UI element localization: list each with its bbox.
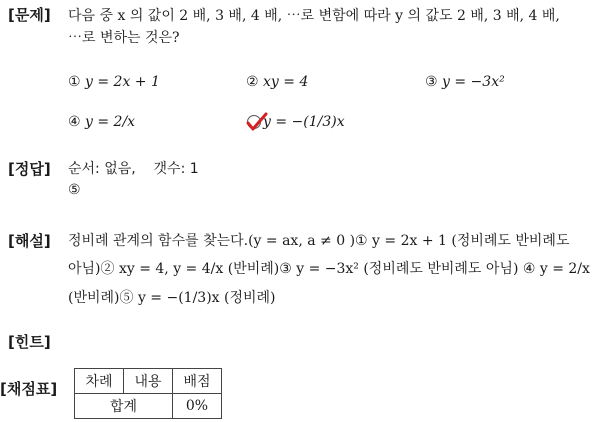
- total-value: 0%: [173, 394, 222, 419]
- option-3-number: ③: [425, 74, 438, 90]
- option-2-text: xy = 4: [263, 74, 309, 90]
- option-2[interactable]: [246, 74, 308, 90]
- answer-meta: [68, 158, 199, 178]
- option-1-text: y = 2x + 1: [85, 74, 160, 90]
- option-1-number: ①: [68, 74, 81, 90]
- question-line2-text: ⋯로 변하는 것은?: [68, 30, 180, 46]
- header-order: 차례: [75, 369, 124, 394]
- explanation-line3: (반비례)⑤ y = −(1/3)x (정비례): [68, 290, 276, 306]
- explanation-line1: 정비례 관계의 함수를 찾는다.(y = ax, a ≠ 0 )① y = 2x + 1 (정비례도 반비례도: [68, 233, 570, 249]
- question-text-line1: [68, 5, 560, 25]
- checkmark-icon: [246, 112, 268, 132]
- explanation-label: [해설]: [8, 232, 51, 250]
- explanation-line2: 아님)② xy = 4, y = 4/x (반비례)③ y = −3x² (정비례도 반비례도 아님) ④ y = 2/x: [68, 261, 590, 277]
- answer-label: [정답]: [8, 160, 51, 178]
- question-text-line2: [68, 27, 180, 47]
- score-table-total-row: [75, 394, 222, 419]
- option-4[interactable]: [68, 114, 135, 130]
- answer-order: 순서: 없음,: [68, 161, 136, 177]
- answer-count: 갯수: 1: [153, 161, 199, 177]
- option-2-number: ②: [246, 74, 259, 90]
- scoring-label: [채점표]: [0, 380, 58, 398]
- header-points: 배점: [173, 369, 222, 394]
- total-label: 합계: [75, 394, 173, 419]
- option-3[interactable]: [425, 74, 505, 90]
- option-5-text: y = −(1/3)x: [263, 114, 345, 130]
- option-4-text: y = 2/x: [85, 114, 136, 130]
- score-table: [74, 368, 222, 419]
- option-3-text: y = −3x²: [442, 74, 505, 90]
- option-4-number: ④: [68, 114, 81, 130]
- score-table-header-row: [75, 369, 222, 394]
- header-content: 내용: [124, 369, 173, 394]
- option-1[interactable]: [68, 74, 160, 90]
- answer-value: ⑤: [68, 182, 81, 198]
- question-label: [문제]: [8, 6, 51, 24]
- hint-label: [힌트]: [8, 333, 51, 351]
- question-line1-text: 다음 중 x 의 값이 2 배, 3 배, 4 배, ⋯로 변함에 따라 y 의 값도 2 배, 3 배, 4 배,: [68, 8, 560, 24]
